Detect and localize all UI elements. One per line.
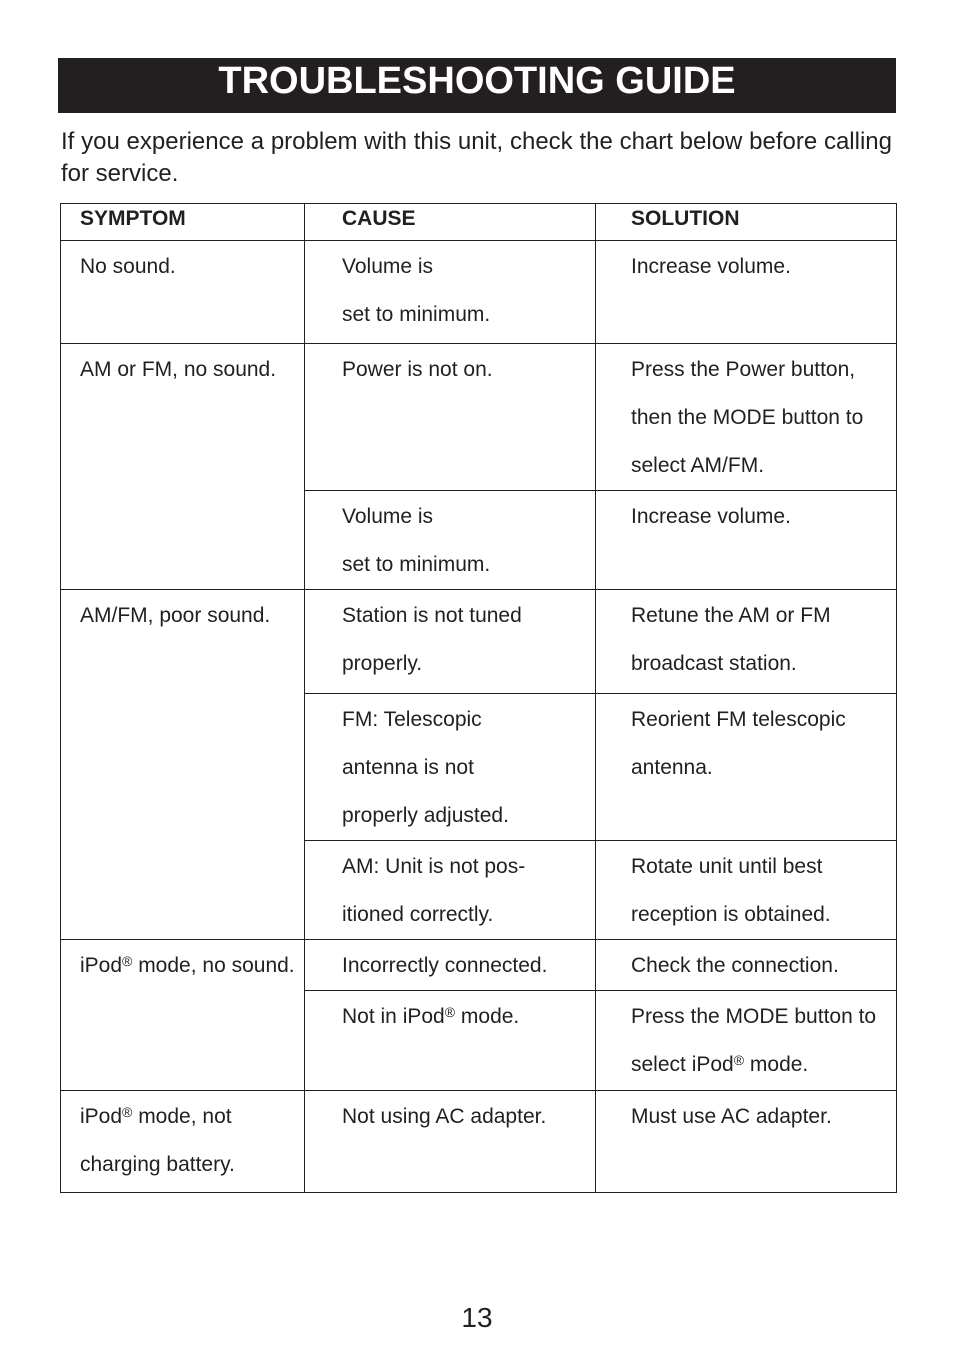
cause-text: mode. — [455, 1005, 520, 1028]
symptom-text: No sound. — [80, 255, 176, 278]
solution-cell — [596, 1091, 897, 1193]
cause-text: AM: Unit is not pos- itioned correctly. — [342, 855, 526, 926]
solution-text: Reorient FM telescopic antenna. — [631, 708, 846, 779]
cause-text: Not in iPod — [342, 1005, 445, 1028]
symptom-cell — [61, 241, 305, 344]
intro-text: If you experience a problem with this unit, check the chart below before calling for service. — [61, 128, 892, 187]
symptom-text: mode, not charging battery. — [80, 1105, 235, 1176]
solution-cell — [596, 491, 897, 590]
solution-cell — [596, 991, 897, 1091]
symptom-text: iPod — [80, 1105, 123, 1128]
cause-cell — [305, 491, 596, 590]
cause-text: Power is not on. — [342, 358, 493, 381]
header-cause: CAUSE — [305, 204, 596, 241]
solution-cell — [596, 344, 897, 491]
table-row — [61, 241, 897, 344]
solution-text: Press the Power button, then the MODE button to select AM/FM. — [631, 358, 864, 477]
cause-text: Volume is set to minimum. — [342, 255, 491, 326]
solution-text: Rotate unit until best reception is obtained. — [631, 855, 831, 926]
registered-mark: ® — [122, 1104, 133, 1120]
header-solution: SOLUTION — [596, 204, 897, 241]
registered-mark: ® — [122, 953, 133, 969]
page-number: 13 — [461, 1302, 493, 1333]
troubleshooting-table — [60, 203, 897, 1193]
solution-text: Must use AC adapter. — [631, 1105, 832, 1128]
cause-text: Incorrectly connected. — [342, 954, 548, 977]
solution-cell — [596, 841, 897, 940]
solution-cell — [596, 241, 897, 344]
cause-text: FM: Telescopic antenna is not properly adjusted. — [342, 708, 509, 827]
solution-cell — [596, 940, 897, 991]
table-row — [61, 940, 897, 991]
symptom-cell — [61, 1091, 305, 1193]
solution-text: Press the MODE button to select iPod — [631, 1005, 877, 1076]
cause-cell — [305, 694, 596, 841]
cause-cell — [305, 590, 596, 694]
cause-cell — [305, 344, 596, 491]
solution-text: Retune the AM or FM broadcast station. — [631, 604, 831, 675]
page-title: TROUBLESHOOTING GUIDE — [58, 58, 896, 113]
table-row — [61, 590, 897, 694]
cause-cell — [305, 940, 596, 991]
symptom-text: iPod — [80, 954, 123, 977]
cause-cell — [305, 241, 596, 344]
solution-text: mode. — [744, 1053, 809, 1076]
cause-text: Volume is set to minimum. — [342, 505, 491, 576]
solution-text: Increase volume. — [631, 505, 791, 528]
header-symptom: SYMPTOM — [61, 204, 305, 241]
symptom-text: AM or FM, no sound. — [80, 358, 277, 381]
solution-cell — [596, 694, 897, 841]
registered-mark: ® — [444, 1004, 456, 1020]
table-row — [61, 344, 897, 491]
registered-mark: ® — [733, 1052, 745, 1068]
cause-cell — [305, 991, 596, 1091]
symptom-text: AM/FM, poor sound. — [80, 604, 271, 627]
symptom-cell — [61, 344, 305, 590]
symptom-text: mode, no sound. — [132, 954, 295, 977]
solution-text: Check the connection. — [631, 954, 839, 977]
symptom-cell — [61, 590, 305, 940]
cause-cell — [305, 841, 596, 940]
cause-text: Station is not tuned properly. — [342, 604, 522, 675]
solution-cell — [596, 590, 897, 694]
cause-text: Not using AC adapter. — [342, 1105, 547, 1128]
table-row — [61, 1091, 897, 1193]
table-header-row — [61, 204, 897, 241]
solution-text: Increase volume. — [631, 255, 791, 278]
symptom-cell — [61, 940, 305, 1091]
cause-cell — [305, 1091, 596, 1193]
